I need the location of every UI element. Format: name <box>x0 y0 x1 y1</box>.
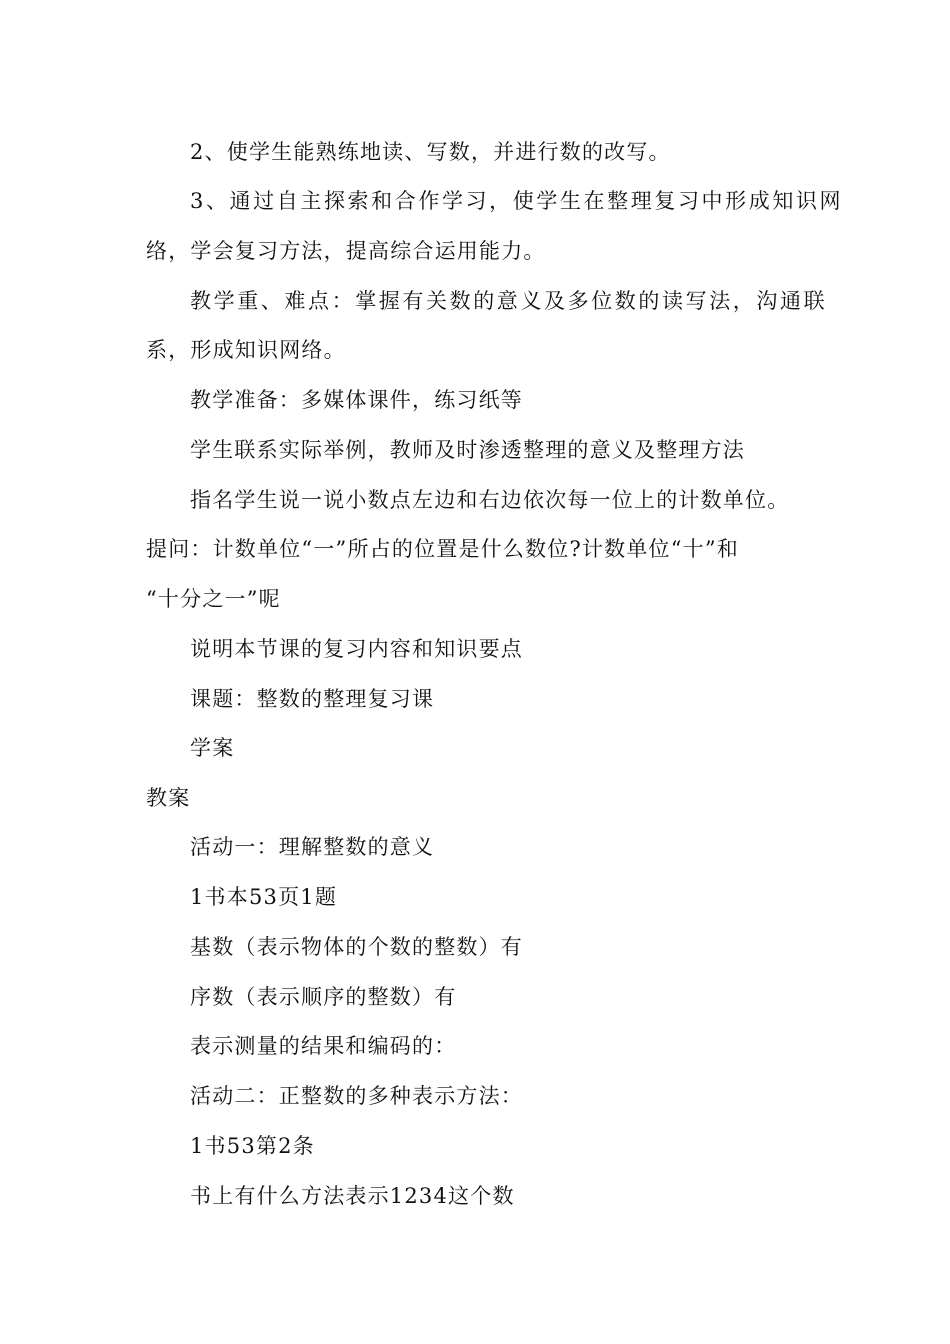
preparation-line: 教学准备：多媒体课件，练习纸等 <box>190 388 523 412</box>
decimal-units-line: 指名学生说一说小数点左边和右边依次每一位上的计数单位。 <box>190 488 790 512</box>
activity-one-heading: 活动一：理解整数的意义 <box>190 835 435 859</box>
activity-one-item-1: 1书本53页1题 <box>190 885 338 909</box>
cardinal-numbers-line: 基数（表示物体的个数的整数）有 <box>190 935 523 959</box>
activity-two-item-1: 1书53第2条 <box>190 1134 315 1158</box>
question-continuation: “十分之一”呢 <box>146 587 281 611</box>
review-content-line: 说明本节课的复习内容和知识要点 <box>190 637 523 661</box>
student-examples-line: 学生联系实际举例，教师及时渗透整理的意义及整理方法 <box>190 438 745 462</box>
key-points-line: 教学重、难点：掌握有关数的意义及多位数的读写法，沟通联 <box>190 289 828 313</box>
teaching-plan-heading: 教案 <box>146 786 191 810</box>
key-points-continuation: 系，形成知识网络。 <box>146 338 346 362</box>
measurement-coding-line: 表示测量的结果和编码的： <box>190 1034 457 1058</box>
ordinal-numbers-line: 序数（表示顺序的整数）有 <box>190 985 457 1009</box>
objective-2-line: 2、使学生能熟练地读、写数，并进行数的改写。 <box>190 140 671 164</box>
lesson-title-line: 课题：整数的整理复习课 <box>190 687 435 711</box>
objective-3-continuation: 络，学会复习方法，提高综合运用能力。 <box>146 239 546 263</box>
activity-two-heading: 活动二：正整数的多种表示方法： <box>190 1084 523 1108</box>
objective-3-line: 3、通过自主探索和合作学习，使学生在整理复习中形成知识网 <box>190 189 844 213</box>
study-plan-heading: 学案 <box>190 736 235 760</box>
question-line: 提问：计数单位“一”所占的位置是什么数位?计数单位“十”和 <box>146 537 739 561</box>
representation-question-line: 书上有什么方法表示1234这个数 <box>190 1184 515 1208</box>
